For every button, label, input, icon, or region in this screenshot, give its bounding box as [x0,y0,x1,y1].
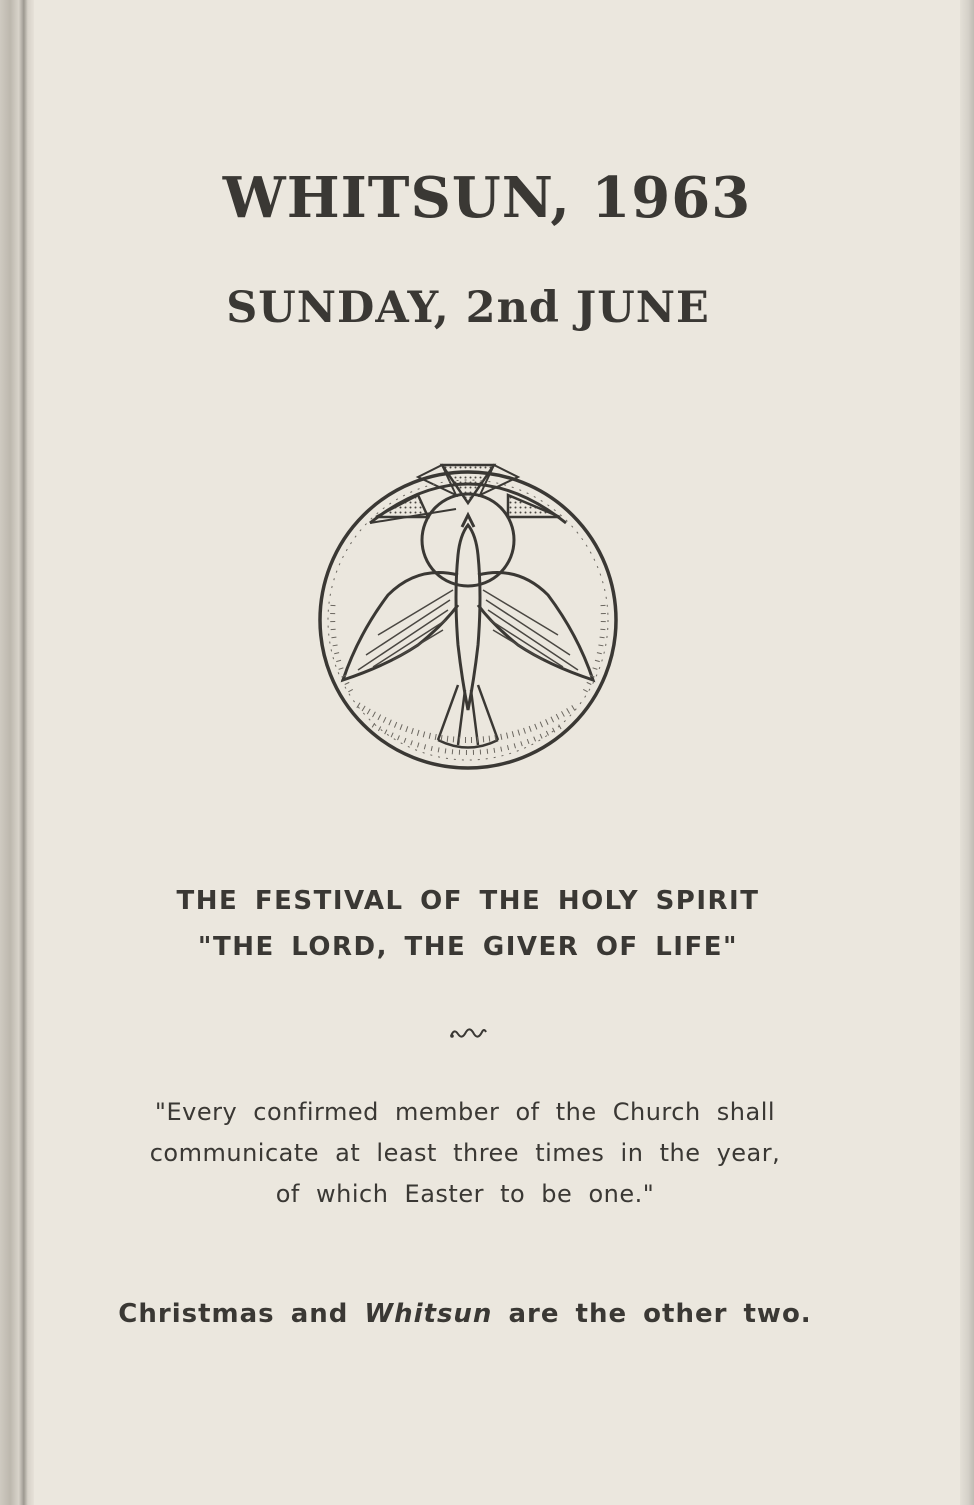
festival-line-1: THE FESTIVAL OF THE HOLY SPIRIT [176,886,760,916]
closing-text-before: Christmas and [118,1299,365,1329]
page-date: SUNDAY, 2nd JUNE [226,283,710,333]
quote-line-3: of which Easter to be one." [275,1180,655,1208]
closing-statement [0,1299,930,1329]
quote-line-1: "Every confirmed member of the Church shall [154,1098,776,1126]
closing-text-after: are the other two. [492,1299,812,1329]
church-rule-quote [0,1092,930,1215]
closing-text-emphasis: Whitsun [364,1299,493,1329]
page-title: WHITSUN, 1963 [222,165,752,231]
holy-spirit-dove-emblem-icon [318,455,618,770]
quote-line-2: communicate at least three times in the year, [149,1139,781,1167]
festival-line-2: "THE LORD, THE GIVER OF LIFE" [197,932,739,962]
festival-heading [0,878,936,970]
scroll-ornament-icon [448,1024,488,1042]
